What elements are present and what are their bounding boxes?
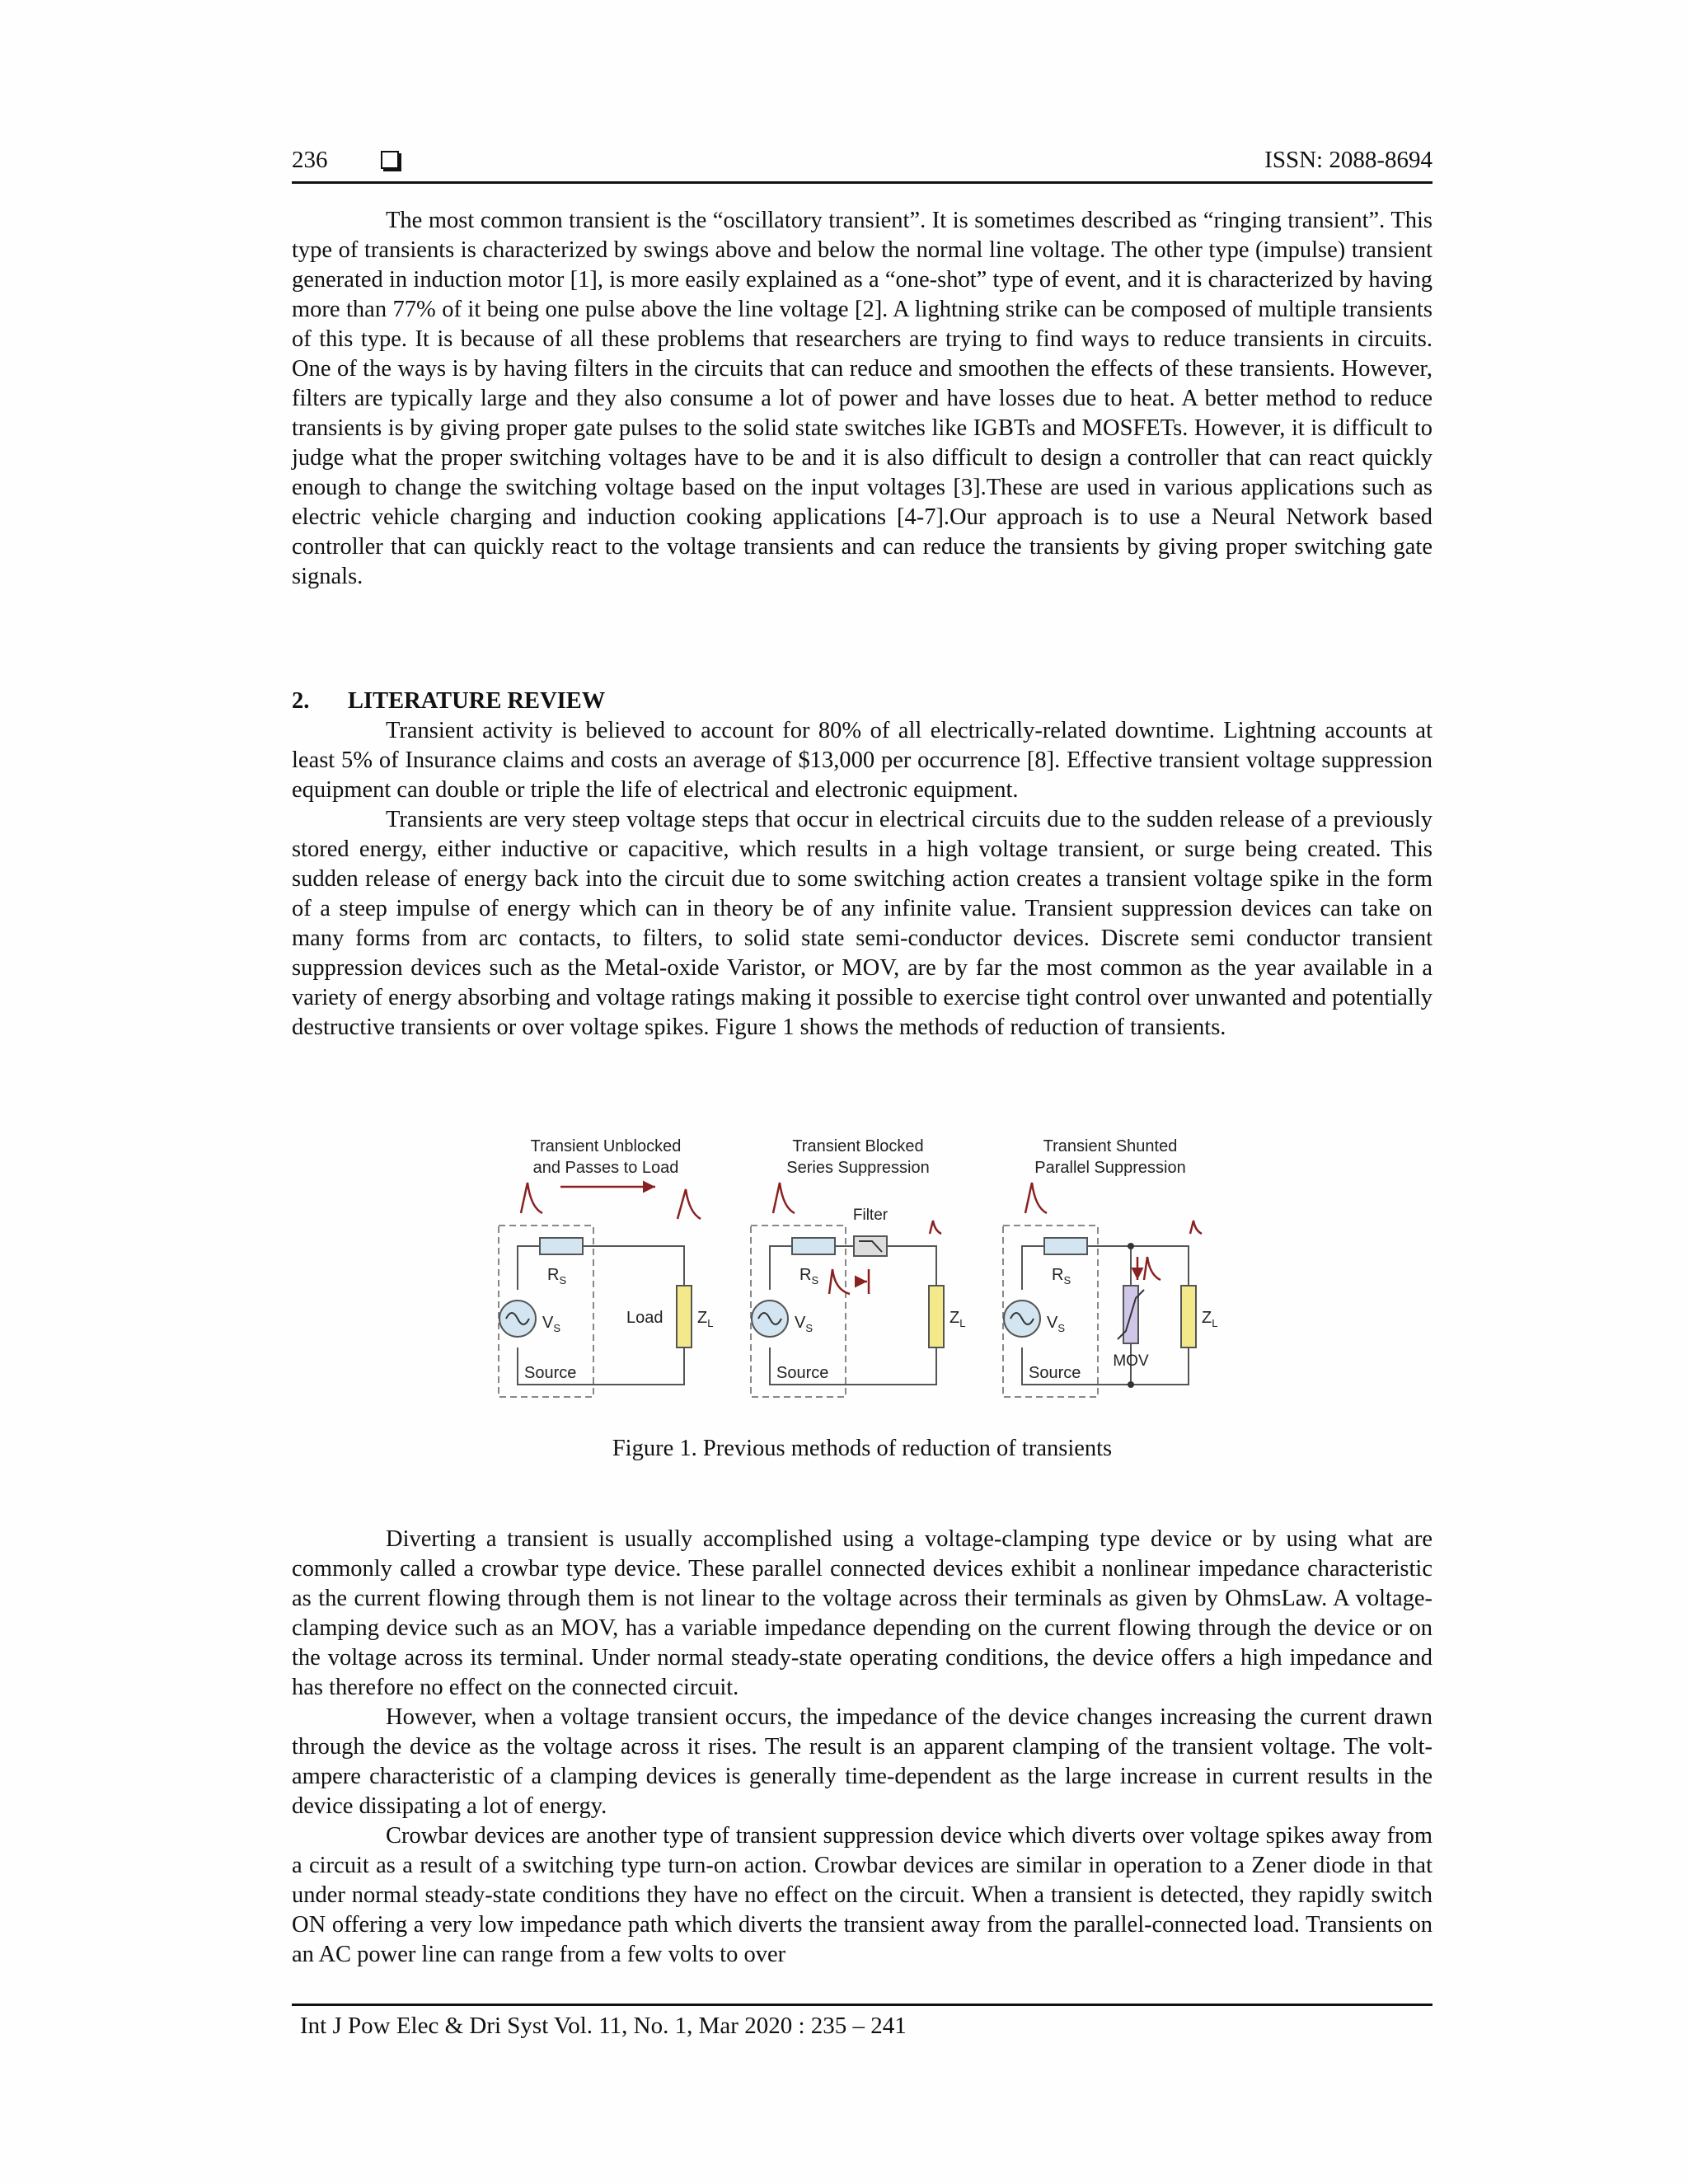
transient-pulse-icon: [1025, 1183, 1047, 1213]
vs-label: $V_S$: [795, 1314, 814, 1334]
section-number: 2.: [292, 688, 310, 714]
source-resistor: [540, 1238, 583, 1254]
body-paragraph-crowbar: Crowbar devices are another type of transient suppression device which diverts over voltage spikes away from a circuit as a result of a switching type turn-on action. Crowbar devices are similar in operation to a Zener diode in that under normal steady-state conditions they have no effect on the circuit. When a transient is detected, they rapidly switch ON offering a very low impedance path which diverts the transient away from the parallel-connected load. Transients on an AC power line can range from a few volts to over: [292, 1823, 1432, 1967]
filter-label: Filter: [852, 1207, 889, 1224]
panel-series-suppression: [751, 1137, 965, 1397]
junction-dot: [1128, 1381, 1134, 1388]
figure-transient-reduction-methods: [495, 1133, 1236, 1409]
square-bullet-icon: [381, 151, 399, 169]
page-number: 236: [292, 147, 328, 173]
load-impedance: [1181, 1286, 1196, 1347]
panel-1-title-line-1: Transient Unblocked: [530, 1137, 682, 1155]
page-footer: [292, 2004, 1432, 2040]
mov-label: MOV: [1113, 1352, 1149, 1370]
page-header: [292, 147, 1432, 184]
source-label: Source: [524, 1364, 577, 1382]
figure-1-circuits: [495, 1133, 1236, 1409]
blocked-arrow-icon: [858, 1269, 869, 1294]
panel-parallel-suppression: [1003, 1137, 1217, 1397]
load-impedance: [929, 1286, 944, 1347]
transient-pulse-icon: [521, 1183, 542, 1213]
load-label: Load: [626, 1309, 663, 1327]
source-label: Source: [776, 1364, 829, 1382]
panel-3-title-line-1: Transient Shunted: [1043, 1137, 1178, 1155]
figure-caption: Figure 1. Previous methods of reduction of transients: [612, 1436, 1113, 1461]
intro-paragraph: The most common transient is the “oscillatory transient”. It is sometimes described as “ringing transient”. This type of transients is characterized by swings above and below the normal line voltage. The other type (impulse) transient generated in induction motor [1], is more easily explained as a “one-shot” type of event, and it is characterized by having more than 77% of it being one pulse above the line voltage [2]. A lightning strike can be composed of multiple transients of this type. It is because of all these problems that researchers are trying to find ways to reduce transients in circuits. One of the ways is by having filters in the circuits that can reduce and smoothen the effects of these transients. However, filters are typically large and they also consume a lot of power and have losses due to heat. A better method to reduce transients is by giving proper gate pulses to the solid state switches like IGBTs and MOSFETs. However, it is difficult to judge what the proper switching voltages have to be and it is also difficult to design a controller that can react quickly enough to change the switching voltage based on the input voltages [3].These are used in various applications such as electric vehicle charging and induction cooking applications [4-7].Our approach is to use a Neural Network based controller that can quickly react to the voltage transients and can reduce the transients by giving proper switching gate signals.: [292, 208, 1432, 589]
zl-label: $Z_L$: [1202, 1309, 1218, 1329]
transient-pulse-icon: [773, 1183, 795, 1213]
panel-2-title-line-1: Transient Blocked: [792, 1137, 924, 1155]
rs-label: $R_S$: [799, 1266, 819, 1286]
source-resistor: [1044, 1238, 1087, 1254]
vs-label: $V_S$: [1047, 1314, 1066, 1334]
rs-label: $R_S$: [547, 1266, 567, 1286]
literature-paragraph-1: Transient activity is believed to account for 80% of all electrically-related downtime. Lightning accounts at least 5% of Insurance claims and costs an average of $13,000 per occurrence [8]. Effective transient voltage suppression equipment can double or triple the life of electrical and electronic equipment.: [292, 718, 1432, 803]
panel-3-title-line-2: Parallel Suppression: [1034, 1159, 1186, 1177]
panel-2-title-line-2: Series Suppression: [786, 1159, 930, 1177]
panel-1-title-line-2: and Passes to Load: [532, 1159, 679, 1177]
transient-pulse-icon: [1190, 1221, 1202, 1234]
zl-label: $Z_L$: [950, 1309, 966, 1329]
source-resistor: [792, 1238, 835, 1254]
junction-dot: [1128, 1243, 1134, 1249]
panel-unblocked: [499, 1137, 713, 1397]
zl-label: $Z_L$: [697, 1309, 714, 1329]
literature-paragraph-2: Transients are very steep voltage steps that occur in electrical circuits due to the sudden release of a previously stored energy, either inductive or capacitive, which results in a high voltage transient, or surge being created. This sudden release of energy back into the circuit due to some switching action creates a transient voltage spike in the form of a steep impulse of energy which can in theory be of any infinite value. Transient suppression devices can take on many forms from arc contacts, to filters, to solid state semi-conductor devices. Discrete semi conductor transient suppression devices such as the Metal-oxide Varistor, or MOV, are by far the most common as the year available in a variety of energy absorbing and voltage ratings making it possible to exercise tight control over unwanted and potentially destructive transients or over voltage spikes. Figure 1 shows the methods of reduction of transients.: [292, 807, 1432, 1040]
rs-label: $R_S$: [1052, 1266, 1071, 1286]
section-title: LITERATURE REVIEW: [348, 688, 606, 714]
filter-block: [854, 1236, 887, 1256]
vs-label: $V_S$: [542, 1314, 561, 1334]
load-impedance: [677, 1286, 692, 1347]
transient-pulse-icon: [1144, 1257, 1160, 1280]
journal-citation: Int J Pow Elec & Dri Syst Vol. 11, No. 1, Mar 2020 : 235 – 241: [300, 2013, 907, 2039]
transient-pulse-icon: [930, 1221, 941, 1234]
body-paragraph-diverting: Diverting a transient is usually accomplished using a voltage-clamping type device or by using what are commonly called a crowbar type device. These parallel connected devices exhibit a nonlinear impedance characteristic as the current flowing through them is not linear to the voltage across their terminals as given by OhmsLaw. A voltage-clamping device such as an MOV, has a variable impedance depending on the current flowing through the device or on the voltage across its terminal. Under normal steady-state operating conditions, the device offers a high impedance and has therefore no effect on the connected circuit.: [292, 1526, 1432, 1700]
transient-pulse-icon: [678, 1189, 701, 1219]
source-label: Source: [1029, 1364, 1081, 1382]
journal-issn: ISSN: 2088-8694: [1264, 147, 1432, 173]
transient-pulse-icon: [829, 1269, 850, 1294]
section-heading-literature-review: [292, 687, 605, 716]
body-paragraph-clamping: However, when a voltage transient occurs, the impedance of the device changes increasing the current drawn through the device as the voltage across it rises. The result is an apparent clamping of the transient voltage. The volt-ampere characteristic of a clamping devices is generally time-dependent as the large increase in current results in the device dissipating a lot of energy.: [292, 1704, 1432, 1819]
